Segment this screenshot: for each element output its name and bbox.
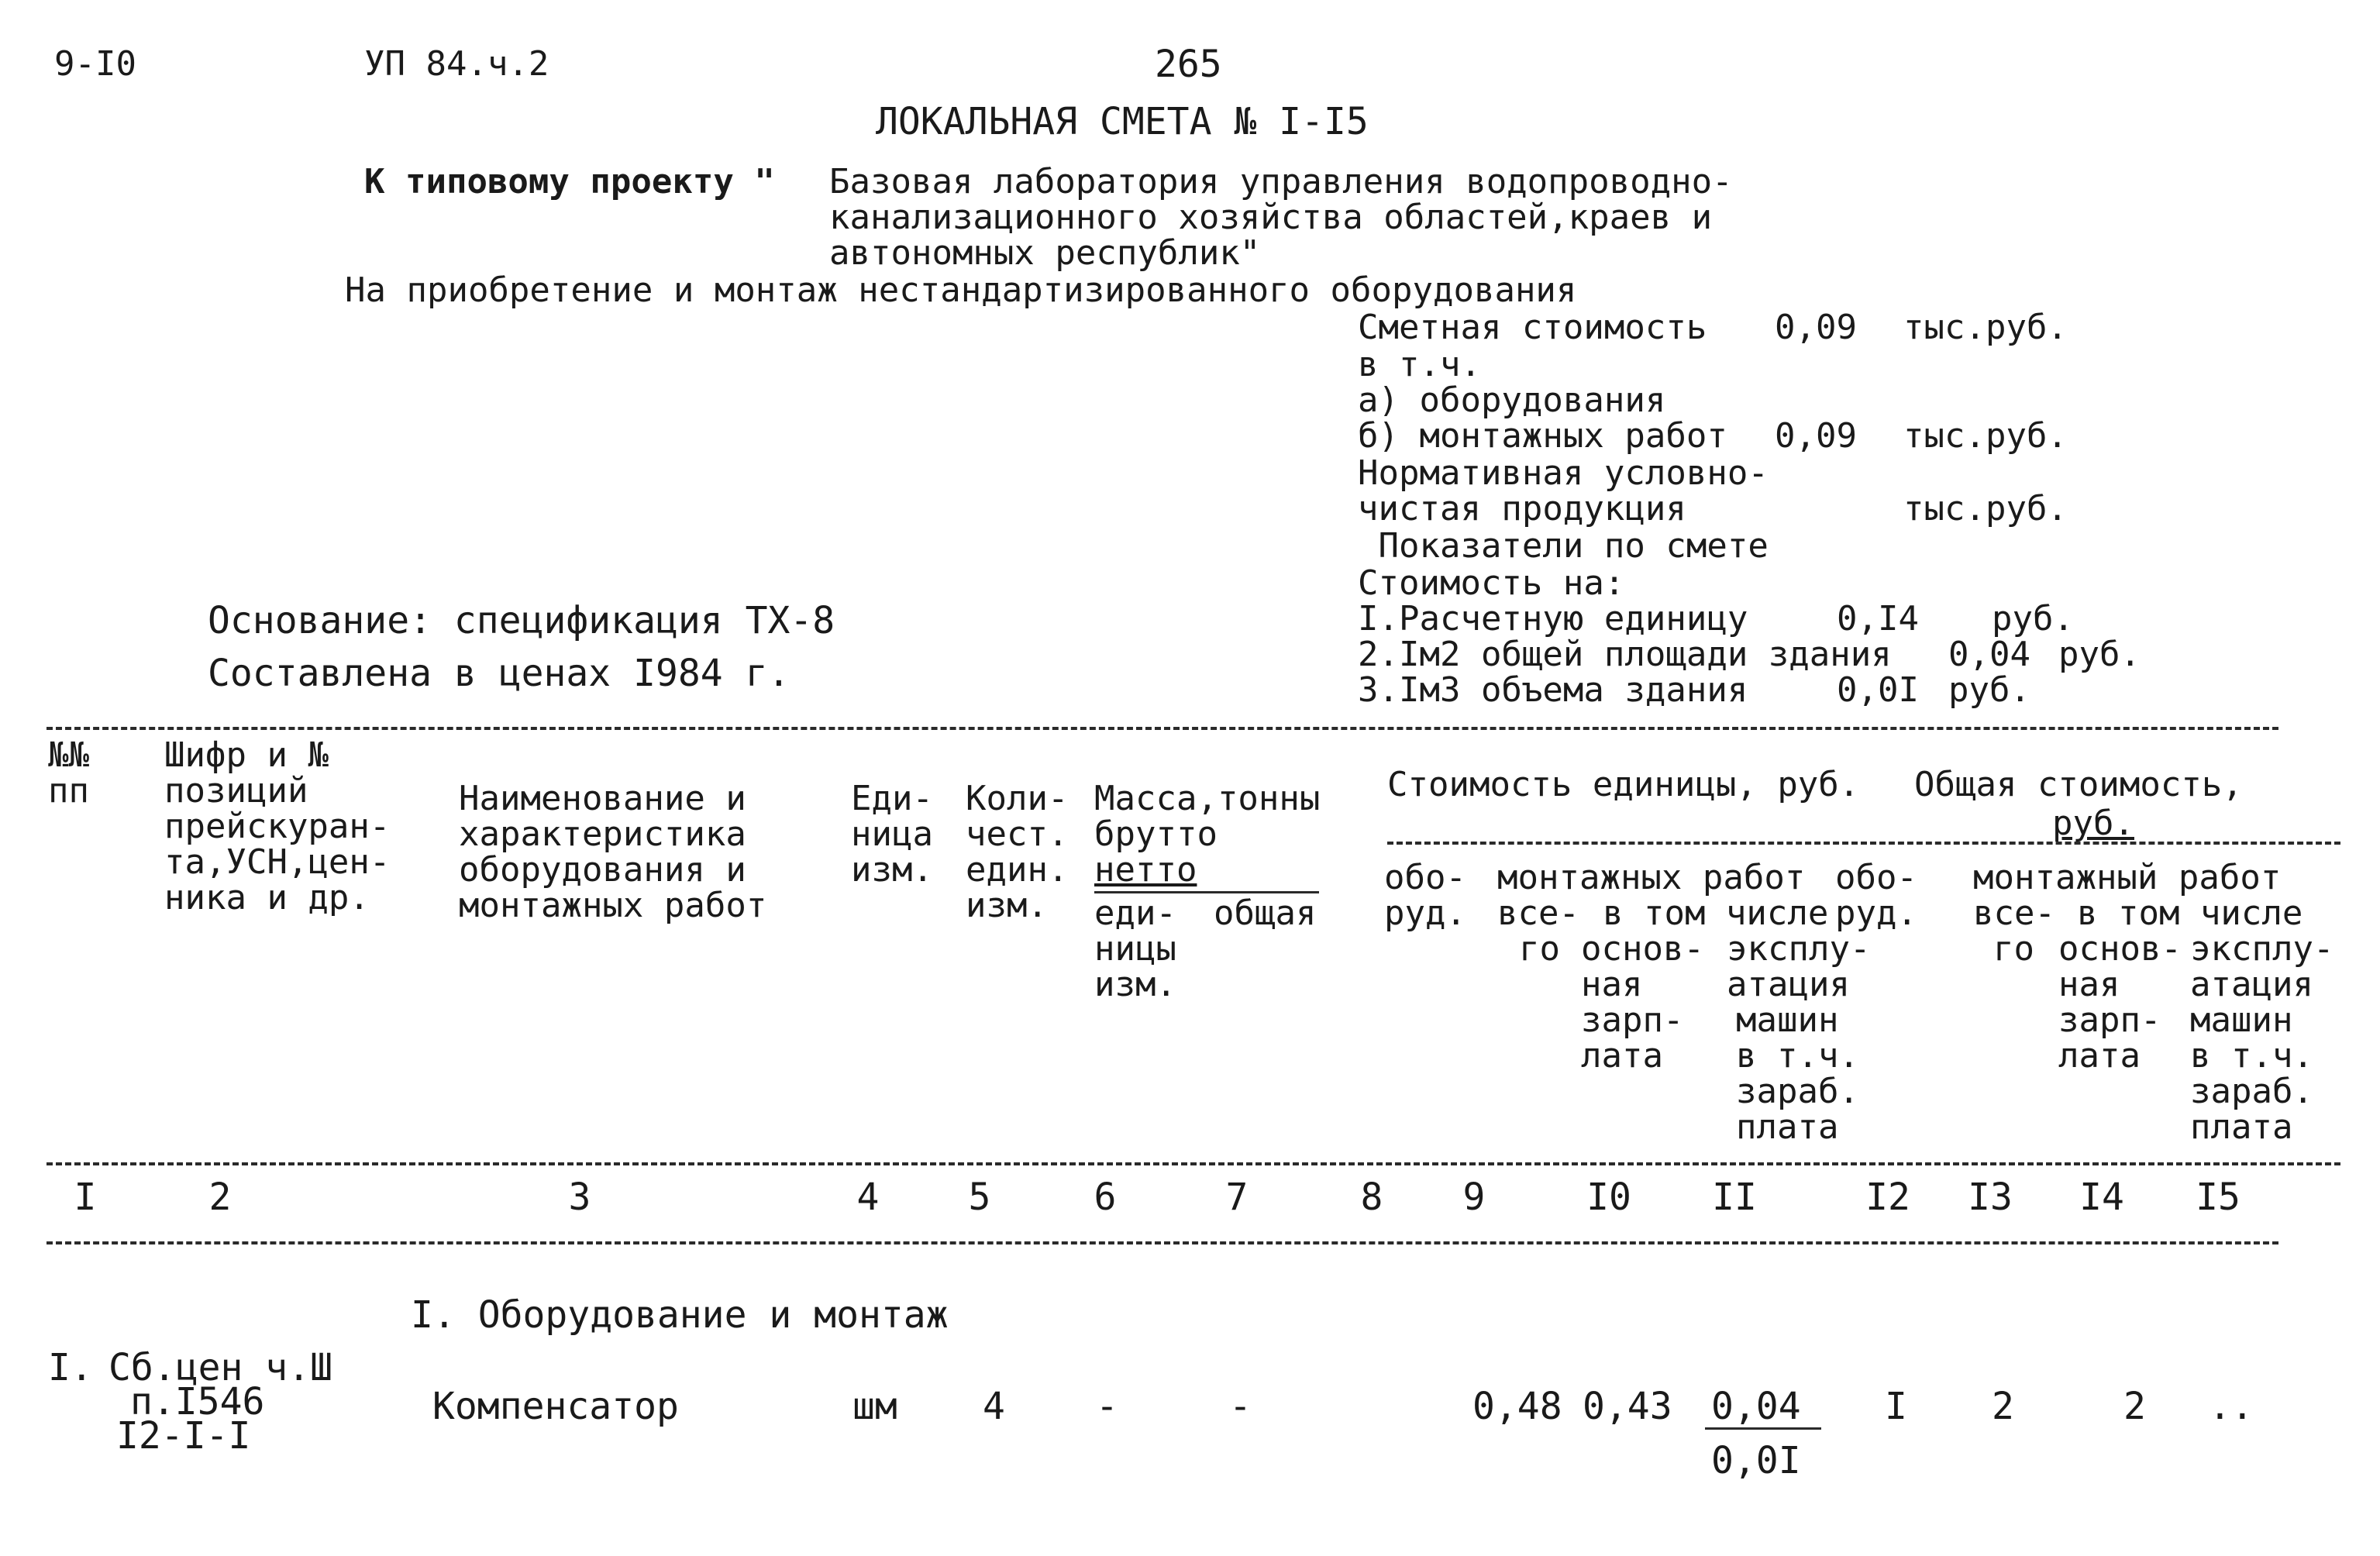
col3-header-line: монтажных работ: [459, 886, 767, 925]
project-line-3: автономных республик": [829, 233, 1261, 273]
col6-header-line: нетто: [1094, 850, 1197, 890]
col-number: I: [74, 1176, 97, 1219]
header-bottom-rule: [46, 1162, 2340, 1165]
row-mont-machines: 0,04: [1711, 1385, 1801, 1428]
col-number: 4: [856, 1176, 880, 1219]
col4-header-line: ница: [851, 814, 933, 854]
col9-header-line: го: [1519, 929, 1560, 969]
row-code-line: I2-I-I: [116, 1414, 251, 1458]
row-total-mont: 2: [1992, 1385, 2014, 1428]
col-number: I0: [1586, 1176, 1631, 1219]
col3-header-line: Наименование и: [459, 779, 746, 818]
table-top-rule: [46, 727, 2278, 730]
page-number: 265: [1155, 43, 1222, 86]
col14-header-line: основ-: [2058, 929, 2182, 969]
total-cost-title: Общая стоимость,: [1914, 765, 2243, 804]
col14-header-line: лата: [2058, 1036, 2141, 1076]
mont-title-2: монтажный работ: [1973, 858, 2282, 897]
col15-header-line: зараб.: [2190, 1072, 2313, 1111]
col1-header-line: пп: [48, 771, 89, 811]
col2-header-line: прейскуран-: [164, 807, 391, 846]
project-line-2: канализационного хозяйства областей,краев и: [829, 198, 1713, 237]
col2-header-line: позиций: [164, 771, 308, 811]
row-mont-total: 0,48: [1472, 1385, 1562, 1428]
project-line-1: Базовая лаборатория управления водопроводно-: [829, 162, 1733, 201]
project-label: К типовому проекту ": [364, 162, 775, 201]
row-total-salary: 2: [2123, 1385, 2146, 1428]
row-mass-total: -: [1229, 1385, 1252, 1428]
row-equip-total: I: [1885, 1385, 1907, 1428]
col12-header-line: обо-: [1835, 858, 1917, 897]
col-number: I5: [2196, 1176, 2241, 1219]
row-mass-unit: -: [1096, 1385, 1118, 1428]
doc-code: УП 84.ч.2: [364, 44, 549, 84]
document-title: ЛОКАЛЬНАЯ СМЕТА № I-I5: [876, 100, 1369, 143]
prices-line: Составлена в ценах I984 г.: [208, 652, 790, 695]
row-code-line: Сб.цен ч.Ш: [108, 1346, 332, 1389]
machines-fraction-line: [1705, 1427, 1821, 1430]
cost-label: а) оборудования: [1358, 380, 1666, 420]
col2-header-line: та,УСН,цен-: [164, 842, 391, 882]
cost-label: 3.Iм3 объема здания: [1358, 670, 1748, 710]
col10-header-line: основ-: [1581, 929, 1704, 969]
cost-unit: тыс.руб.: [1903, 308, 2068, 347]
col5-header-line: Коли-: [966, 779, 1069, 818]
col15-header-line: плата: [2190, 1107, 2293, 1147]
col6-unit-line: изм.: [1094, 965, 1176, 1004]
cost-unit: руб.: [1948, 670, 2030, 710]
row-mont-salary: 0,43: [1583, 1385, 1672, 1428]
col-number: 6: [1094, 1176, 1117, 1219]
col6-header-line: брутто: [1094, 814, 1218, 854]
col-number: I3: [1968, 1176, 2013, 1219]
cost-value: 0,09: [1775, 308, 1857, 347]
col15-header-line: в т.ч.: [2190, 1036, 2313, 1076]
col1-header-line: №№: [48, 735, 89, 775]
cost-value: 0,04: [1948, 635, 2030, 674]
col9-header-line: все-: [1497, 893, 1579, 933]
row-number: I.: [48, 1346, 93, 1389]
cost-label: Показатели по смете: [1358, 526, 1769, 566]
col3-header-line: оборудования и: [459, 850, 746, 890]
col11-header-line: плата: [1736, 1107, 1839, 1147]
col8-header-line: руд.: [1384, 893, 1466, 933]
col14-header-line: зарп-: [2058, 1000, 2161, 1040]
cost-unit: тыс.руб.: [1903, 416, 2068, 456]
col4-header-line: изм.: [851, 850, 933, 890]
col-number: 3: [568, 1176, 591, 1219]
basis-line: Основание: спецификация ТХ-8: [208, 599, 835, 642]
col5-header-line: един.: [966, 850, 1069, 890]
unit-cost-title: Стоимость единицы, руб.: [1387, 765, 1860, 804]
col14-header-line: ная: [2058, 965, 2120, 1004]
col15-header-line: машин: [2190, 1000, 2293, 1040]
col2-header-line: Шифр и №: [164, 735, 329, 775]
col2-header-line: ника и др.: [164, 878, 370, 917]
page-left-code: 9-I0: [54, 44, 136, 84]
in-that-label: в том числе: [1603, 893, 1829, 933]
col13-header-line: все-: [1973, 893, 2055, 933]
row-total-machines: ..: [2209, 1385, 2254, 1428]
col-number: II: [1712, 1176, 1757, 1219]
row-qty: 4: [983, 1385, 1005, 1428]
col3-header-line: характеристика: [459, 814, 746, 854]
col13-header-line: го: [1993, 929, 2034, 969]
col-number: 7: [1225, 1176, 1249, 1219]
col5-header-line: изм.: [966, 886, 1048, 925]
cost-value: 0,0I: [1837, 670, 1919, 710]
col-number: 2: [208, 1176, 232, 1219]
col11-header-line: атация: [1727, 965, 1850, 1004]
numbers-bottom-rule: [46, 1241, 2278, 1244]
col8-header-line: обо-: [1384, 858, 1466, 897]
purpose-line: На приобретение и монтаж нестандартизированного оборудования: [345, 270, 1577, 310]
col11-header-line: эксплу-: [1727, 929, 1871, 969]
cost-label: Стоимость на:: [1358, 563, 1625, 603]
col11-header-line: в т.ч.: [1736, 1036, 1859, 1076]
row-code-line: п.I546: [130, 1380, 265, 1423]
col12-header-line: руд.: [1835, 893, 1917, 933]
row-unit: шм: [852, 1385, 897, 1428]
mont-title: монтажных работ: [1497, 858, 1806, 897]
cost-unit: руб.: [2058, 635, 2141, 674]
cost-label: в т.ч.: [1358, 345, 1481, 384]
col6-unit-line: ницы: [1094, 929, 1176, 969]
col7-header: общая: [1214, 893, 1317, 933]
col6-header-line: Масса,тонны: [1094, 779, 1321, 818]
row-mont-machines-salary: 0,0I: [1711, 1439, 1801, 1482]
col15-header-line: атация: [2190, 965, 2313, 1004]
col10-header-line: зарп-: [1581, 1000, 1684, 1040]
cost-label: 2.Iм2 общей площади здания: [1358, 635, 1892, 674]
total-cost-unit: руб.: [2052, 804, 2134, 843]
cost-label: Сметная стоимость: [1358, 308, 1707, 347]
col10-header-line: ная: [1581, 965, 1643, 1004]
col15-header-line: эксплу-: [2190, 929, 2334, 969]
col11-header-line: зараб.: [1736, 1072, 1859, 1111]
cost-value: 0,I4: [1837, 599, 1919, 639]
col-number: I4: [2079, 1176, 2124, 1219]
col4-header-line: Еди-: [851, 779, 933, 818]
row-name: Компенсатор: [432, 1385, 679, 1428]
cost-label: чистая продукция: [1358, 489, 1686, 528]
cost-unit: руб.: [1992, 599, 2074, 639]
col-number: 5: [968, 1176, 991, 1219]
col6-unit-line: еди-: [1094, 893, 1176, 933]
cost-label: I.Расчетную единицу: [1358, 599, 1748, 639]
cost-label: б) монтажных работ: [1358, 416, 1727, 456]
cost-group-rule: [1387, 842, 2340, 845]
section-title: I. Оборудование и монтаж: [411, 1293, 949, 1337]
col5-header-line: чест.: [966, 814, 1069, 854]
col10-header-line: лата: [1581, 1036, 1663, 1076]
col11-header-line: машин: [1736, 1000, 1839, 1040]
cost-unit: тыс.руб.: [1903, 489, 2068, 528]
col-number: 8: [1360, 1176, 1383, 1219]
col-number: 9: [1462, 1176, 1486, 1219]
cost-label: Нормативная условно-: [1358, 453, 1769, 493]
cost-value: 0,09: [1775, 416, 1857, 456]
col-number: I2: [1865, 1176, 1910, 1219]
in-that-label-2: в том числе: [2077, 893, 2303, 933]
